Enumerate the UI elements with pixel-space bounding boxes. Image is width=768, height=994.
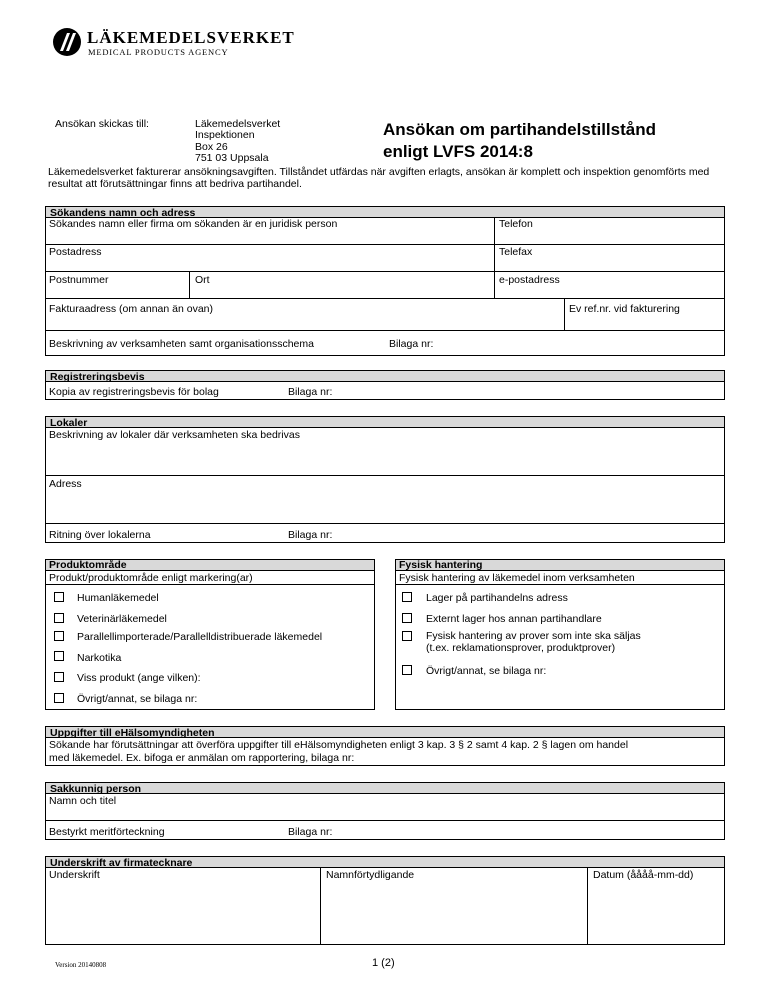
checkbox-parallel-import[interactable] bbox=[54, 631, 64, 641]
address-line: Box 26 bbox=[195, 141, 228, 153]
option-handling-other: Övrigt/annat, se bilaga nr: bbox=[426, 665, 547, 677]
checkbox-human-medicine[interactable] bbox=[54, 592, 64, 602]
option-specific-product: Viss produkt (ange vilken): bbox=[77, 672, 201, 684]
phone-field[interactable]: Telefon bbox=[499, 218, 533, 230]
option-samples-handling: Fysisk hantering av prover som inte ska säljas bbox=[426, 630, 641, 642]
checkbox-specific-product[interactable] bbox=[54, 672, 64, 682]
ehealth-text-line1: Sökande har förutsättningar att överföra uppgifter till eHälsomyndigheten enligt 3 kap. 3 § 2 samt 4 kap. 2 § lagen om handel bbox=[49, 739, 629, 751]
agency-logo-icon bbox=[52, 27, 82, 57]
premises-attachment-field[interactable]: Bilaga nr: bbox=[288, 529, 333, 541]
option-own-warehouse: Lager på partihandelns adress bbox=[426, 592, 568, 604]
qualified-person-cv-field[interactable]: Bestyrkt meritförteckning bbox=[49, 826, 165, 838]
ehealth-section-title: Uppgifter till eHälsomyndigheten bbox=[45, 726, 725, 738]
premises-address-field[interactable]: Adress bbox=[49, 478, 82, 490]
description-attachment-field[interactable]: Bilaga nr: bbox=[389, 338, 434, 350]
registration-section-title: Registreringsbevis bbox=[45, 370, 725, 382]
premises-section-title: Lokaler bbox=[45, 416, 725, 428]
printed-name-field[interactable]: Namnförtydligande bbox=[326, 869, 415, 881]
ehealth-text-line2[interactable]: med läkemedel. Ex. bifoga er anmälan om rapportering, bilaga nr: bbox=[49, 752, 355, 764]
premises-box bbox=[45, 427, 725, 543]
agency-subtitle: MEDICAL PRODUCTS AGENCY bbox=[88, 47, 229, 57]
physical-handling-subtitle: Fysisk hantering av läkemedel inom verksamheten bbox=[399, 572, 635, 584]
option-veterinary-medicine: Veterinärläkemedel bbox=[77, 613, 167, 625]
option-parallel-import: Parallellimporterade/Parallelldistribuerade läkemedel bbox=[77, 631, 323, 643]
intro-text: Läkemedelsverket fakturerar ansökningsavgiften. Tillståndet utfärdas när avgiften erlagts, ansökan är komplett och inspektion genomförts med resultat att förutsättningar finns att bedriva partihandel. bbox=[48, 166, 710, 190]
checkbox-external-warehouse[interactable] bbox=[402, 613, 412, 623]
agency-name: LÄKEMEDELSVERKET bbox=[87, 28, 295, 47]
premises-description-field[interactable]: Beskrivning av lokaler där verksamheten ska bedrivas bbox=[49, 429, 300, 441]
send-to-label: Ansökan skickas till: bbox=[55, 118, 149, 130]
page-number: 1 (2) bbox=[372, 957, 395, 969]
qualified-person-section-title: Sakkunnig person bbox=[45, 782, 725, 794]
checkbox-own-warehouse[interactable] bbox=[402, 592, 412, 602]
premises-drawing-field[interactable]: Ritning över lokalerna bbox=[49, 529, 151, 541]
applicant-box bbox=[45, 217, 725, 356]
form-title-line1: Ansökan om partihandelstillstånd bbox=[383, 120, 656, 139]
product-area-subtitle: Produkt/produktområde enligt markering(ar) bbox=[49, 572, 253, 584]
registration-attachment-field[interactable]: Bilaga nr: bbox=[288, 386, 333, 398]
address-line: Inspektionen bbox=[195, 129, 255, 141]
checkbox-samples-handling[interactable] bbox=[402, 631, 412, 641]
signature-field[interactable]: Underskrift bbox=[49, 869, 100, 881]
option-external-warehouse: Externt lager hos annan partihandlare bbox=[426, 613, 602, 625]
option-samples-handling-note: (t.ex. reklamationsprover, produktprover) bbox=[426, 642, 616, 654]
qualified-person-name-field[interactable]: Namn och titel bbox=[49, 795, 117, 807]
checkbox-handling-other[interactable] bbox=[402, 665, 412, 675]
postal-address-field[interactable]: Postadress bbox=[49, 246, 102, 258]
description-field[interactable]: Beskrivning av verksamheten samt organisationsschema bbox=[49, 338, 314, 350]
checkbox-veterinary-medicine[interactable] bbox=[54, 613, 64, 623]
qualified-person-attachment-field[interactable]: Bilaga nr: bbox=[288, 826, 333, 838]
city-field[interactable]: Ort bbox=[195, 274, 210, 286]
version-label: Version 20140808 bbox=[55, 961, 107, 969]
option-human-medicine: Humanläkemedel bbox=[77, 592, 159, 604]
registration-copy-field[interactable]: Kopia av registreringsbevis för bolag bbox=[49, 386, 219, 398]
physical-handling-title: Fysisk hantering bbox=[399, 559, 483, 571]
option-narcotics: Narkotika bbox=[77, 652, 122, 664]
address-line: Läkemedelsverket bbox=[195, 118, 281, 130]
applicant-name-field[interactable]: Sökandes namn eller firma om sökanden är en juridisk person bbox=[49, 218, 338, 230]
postcode-field[interactable]: Postnummer bbox=[49, 274, 109, 286]
option-product-other: Övrigt/annat, se bilaga nr: bbox=[77, 693, 198, 705]
date-field[interactable]: Datum (åååå-mm-dd) bbox=[593, 869, 694, 881]
address-line: 751 03 Uppsala bbox=[195, 152, 269, 164]
checkbox-product-other[interactable] bbox=[54, 693, 64, 703]
invoice-ref-field[interactable]: Ev ref.nr. vid fakturering bbox=[569, 303, 680, 315]
invoice-address-field[interactable]: Fakturaadress (om annan än ovan) bbox=[49, 303, 214, 315]
fax-field[interactable]: Telefax bbox=[499, 246, 533, 258]
email-field[interactable]: e-postadress bbox=[499, 274, 560, 286]
product-area-title: Produktområde bbox=[49, 559, 127, 571]
form-title-line2: enligt LVFS 2014:8 bbox=[383, 142, 533, 161]
signature-section-title: Underskrift av firmatecknare bbox=[45, 856, 725, 868]
checkbox-narcotics[interactable] bbox=[54, 651, 64, 661]
applicant-section-title: Sökandens namn och adress bbox=[45, 206, 725, 218]
